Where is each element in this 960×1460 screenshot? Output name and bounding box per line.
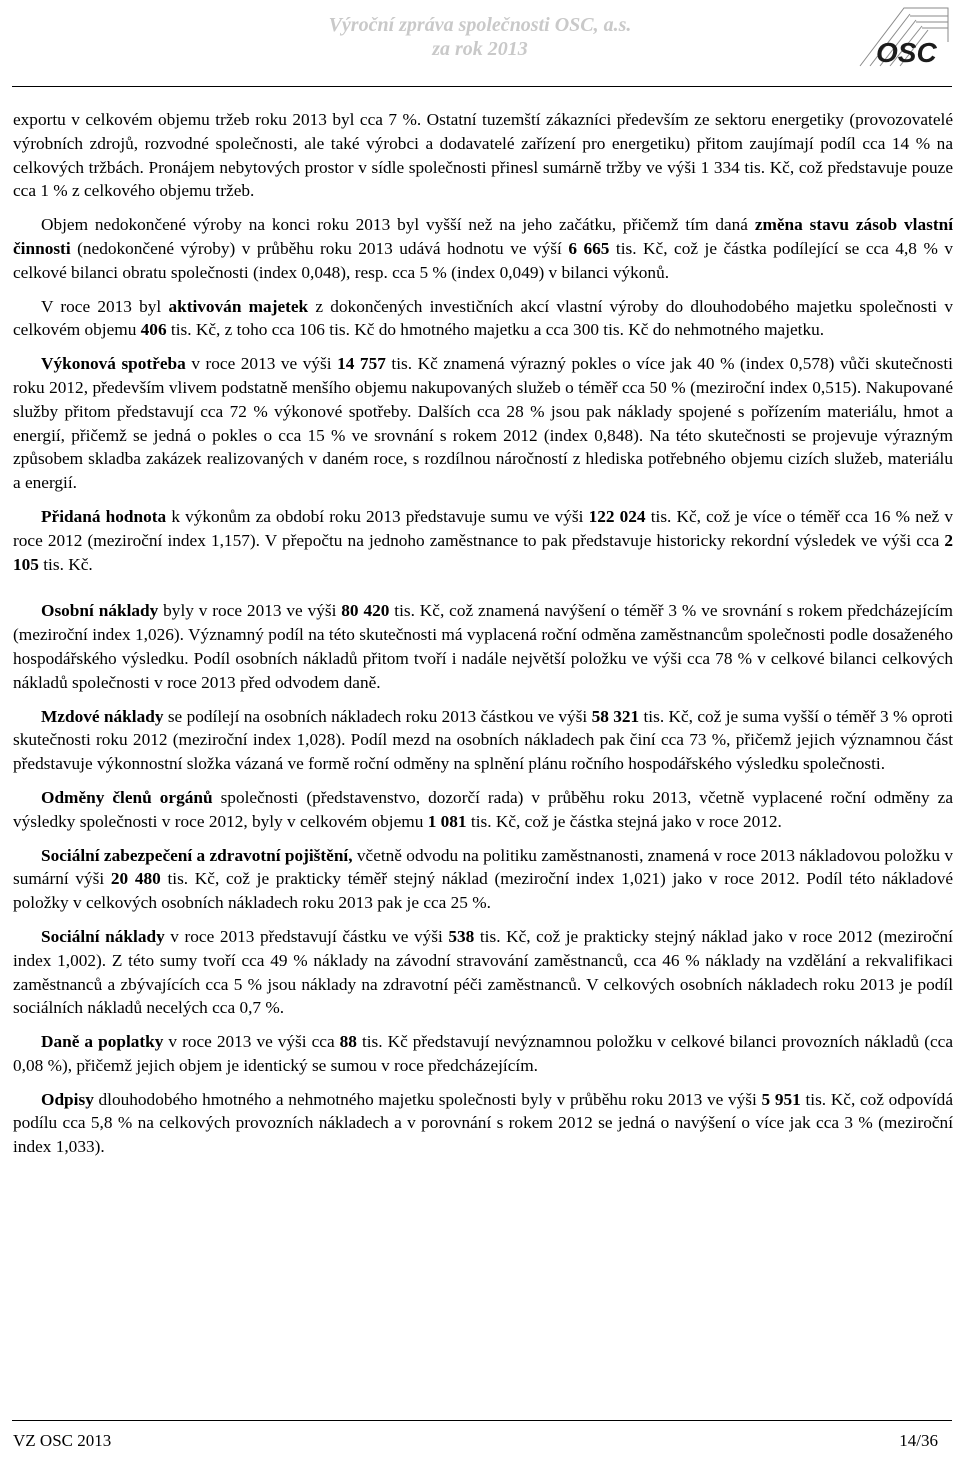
page-number: 14/36	[899, 1431, 938, 1450]
page-header	[0, 0, 960, 90]
header-title-line2: za rok 2013	[432, 38, 528, 60]
header-title-line1: Výroční zpráva společnosti OSC, a.s.	[328, 14, 632, 36]
paragraph-social-costs: Sociální náklady v roce 2013 představují částku ve výši 538 tis. Kč, což je prakticky stejný náklad jako v roce 2012 (meziroční index 1,002). Z této sumy tvoří cca 49 % náklady na závodní stravování zaměstnanců, cca 46 % náklady na vzdělání a rekvalifikaci zaměstnanců a zbývajících cca 5 % jsou náklady na zdravotní péči zaměstnanců. V celkových osobních nákladech roku 2013 je podíl sociálních nákladů necelých cca 0,7 %.	[13, 926, 953, 1018]
paragraph-taxes-fees: Daně a poplatky v roce 2013 ve výši cca 88 tis. Kč představují nevýznamnou položku v celkové bilanci provozních nákladů (cca 0,08 %), přičemž jejich objem je identický se sumou v roce předcházejícím.	[13, 1032, 953, 1075]
paragraph-wage-costs: Mzdové náklady se podílejí na osobních nákladech roku 2013 částkou ve výši 58 321 tis. Kč, což je suma vyšší o téměř 3 % oproti skutečnosti roku 2012 (meziroční index 1,028). Podíl mezd na osobních nákladech pak činí cca 73 %, přičemž jejich významnou část představuje výkonnostní složka vázaná ve formě roční odměny na splnění plánu ročního hospodářského výsledku společnosti.	[13, 706, 954, 774]
paragraph-social-insurance: Sociální zabezpečení a zdravotní pojištění, včetně odvodu na politiku zaměstnanosti, znamená v roce 2013 nákladovou položku v sumární výši 20 480 tis. Kč, což je prakticky téměř stejný náklad (meziroční index 1,021) jako v roce 2012. Podíl této nákladové položky v celkových osobních nákladech roku 2013 pak je cca 25 %.	[13, 845, 954, 913]
footer-divider	[12, 1420, 952, 1421]
paragraph-value-added: Přidaná hodnota k výkonům za období roku 2013 představuje sumu ve výši 122 024 tis. Kč, což je více o téměř cca 16 % než v roce 2012 (meziroční index 1,157). V přepočtu na jednoho zaměstnance to pak představuje historicky rekordní výsledek ve výši cca 2 105 tis. Kč.	[13, 506, 953, 574]
header-divider	[12, 86, 952, 87]
paragraph-inventory-change: Objem nedokončené výroby na konci roku 2013 byl vyšší než na jeho začátku, přičemž tím daná změna stavu zásob vlastní činnosti (nedokončené výroby) v průběhu roku 2013 udává hodnotu ve výší 6 665 tis. Kč, což je částka podílející se cca 4,8 % v celkové bilanci obratu společnosti (index 0,048), resp. cca 5 % (index 0,049) v bilanci výkonů.	[13, 215, 953, 282]
footer-document-id: VZ OSC 2013	[13, 1431, 112, 1450]
osc-logo	[840, 2, 954, 74]
paragraph-depreciation: Odpisy dlouhodobého hmotného a nehmotného majetku společnosti byly v průběhu roku 2013 ve výši 5 951 tis. Kč, což odpovídá podílu cca 5,8 % na celkových provozních nákladech a v porovnání s rokem 2012 se jedná o navýšení o více jak cca 3 % (meziroční index 1,033).	[13, 1089, 953, 1157]
document-body	[13, 108, 953, 1159]
paragraph-export: exportu v celkovém objemu tržeb roku 2013 byl cca 7 %. Ostatní tuzemští zákazníci především ze sektoru energetiky (provozovatelé výrobních zdrojů, rozvodné společnosti, ale také výrobci a dodavatelé zařízení pro energetiku) přitom zaujímají podíl cca 14 % na celkových tržbách. Pronájem nebytových prostor v sídle společnosti přinesl sumárně tržby ve výši 1 334 tis. Kč, což představuje pouze cca 1 % z celkového objemu tržeb.	[13, 110, 953, 201]
paragraph-consumption: Výkonová spotřeba v roce 2013 ve výši 14 757 tis. Kč znamená výrazný pokles o více jak 40 % (index 0,578) vůči skutečnosti roku 2012, především vlivem podstatně menšího objemu nakupovaných služeb o téměř cca 50 % (meziroční index 0,515). Nakupované služby přitom představují cca 72 % výkonové spotřeby. Dalších cca 28 % jsou pak náklady spojené s pořízením materiálu, hmot a energií, přičemž se jedná o pokles o cca 15 % ve srovnání s rokem 2012 (index 0,848). Na této skutečnosti se projevuje výrazným způsobem skladba zakázek realizovaných v daném roce, s rozdílnou náročností z hlediska potřebného objemu cizích služeb, materiálu a energií.	[13, 354, 953, 493]
paragraph-capitalized-assets: V roce 2013 byl aktivován majetek z dokončených investičních akcí vlastní výroby do dlouhodobého majetku společnosti v celkovém objemu 406 tis. Kč, z toho cca 106 tis. Kč do hmotného majetku a cca 300 tis. Kč do nehmotného majetku.	[13, 296, 953, 340]
paragraph-board-remuneration: Odměny členů orgánů společnosti (představenstvo, dozorčí rada) v průběhu roku 2013, včetně vyplacené roční odměny za výsledky společnosti v roce 2012, byly v celkovém objemu 1 081 tis. Kč, což je částka stejná jako v roce 2012.	[13, 787, 953, 831]
logo-text: OSC	[876, 37, 937, 68]
paragraph-personnel-costs: Osobní náklady byly v roce 2013 ve výši 80 420 tis. Kč, což znamená navýšení o téměř 3 % ve srovnání s rokem předcházejícím (meziroční index 1,026). Významný podíl na této skutečnosti má vyplacená roční odměna zaměstnancům společnosti podle dosaženého hospodářského výsledku. Podíl osobních nákladů přitom tvoří i nadále největší položku ve výši cca 78 % v celkové bilanci celkových nákladů společnosti v roce 2013 před odvodem daně.	[13, 601, 953, 692]
